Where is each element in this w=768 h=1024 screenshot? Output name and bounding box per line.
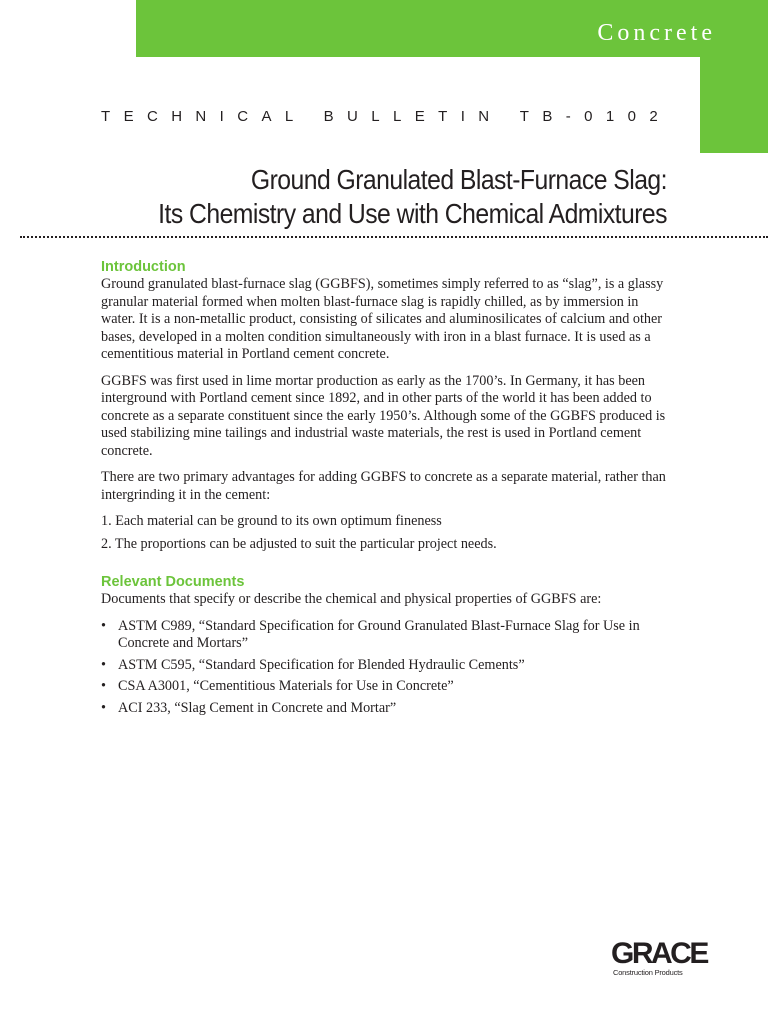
bullet-icon: • xyxy=(101,617,106,634)
advantage-item: 1. Each material can be ground to its own optimum fineness xyxy=(101,513,442,529)
grace-logo xyxy=(611,937,707,977)
category-label: Concrete xyxy=(597,20,716,46)
relevant-documents-heading: Relevant Documents xyxy=(101,574,245,590)
introduction-heading: Introduction xyxy=(101,259,186,275)
advantages-list xyxy=(101,513,666,553)
relevant-documents-intro: Documents that specify or describe the chemical and physical properties of GGBFS are: xyxy=(101,591,602,607)
bulletin-number: TECHNICAL BULLETIN TB-0102 xyxy=(101,108,672,125)
logo-wordmark: GRACE xyxy=(611,937,707,970)
document-list-item xyxy=(101,618,666,653)
document-list-item xyxy=(101,678,666,696)
document-text: ACI 233, “Slag Cement in Concrete and Mortar” xyxy=(118,699,397,716)
relevant-documents-section xyxy=(101,573,666,717)
documents-list xyxy=(101,618,666,718)
document-text: ASTM C595, “Standard Specification for Blended Hydraulic Cements” xyxy=(118,656,525,673)
bullet-icon: • xyxy=(101,678,106,694)
document-title xyxy=(158,163,667,231)
bullet-icon: • xyxy=(101,656,106,673)
title-line-2: Its Chemistry and Use with Chemical Admixtures xyxy=(158,198,667,229)
document-list-item xyxy=(101,657,666,675)
header-green-side-tab xyxy=(700,57,768,153)
bullet-icon: • xyxy=(101,699,106,716)
title-line-1: Ground Granulated Blast-Furnace Slag: xyxy=(250,164,668,195)
dotted-divider xyxy=(20,236,768,238)
logo-subtitle: Construction Products xyxy=(613,968,683,977)
document-list-item xyxy=(101,700,666,718)
introduction-section xyxy=(101,258,666,553)
intro-paragraph-3: There are two primary advantages for adding GGBFS to concrete as a separate material, rather than intergrinding it in the cement: xyxy=(101,469,666,503)
document-text: CSA A3001, “Cementitious Materials for Use in Concrete” xyxy=(118,678,454,694)
intro-paragraph-2: GGBFS was first used in lime mortar production as early as the 1700’s. In Germany, it has been interground with Portland cement since 1892, and in other parts of the world it has been added to concrete as a separate constituent since the early 1950’s. Although some of the GGBFS produced is used stabilizing mine tailings and industrial waste materials, the rest is used in Portland cement concrete. xyxy=(101,372,666,459)
main-content xyxy=(101,258,666,721)
intro-paragraph-1: Ground granulated blast-furnace slag (GGBFS), sometimes simply referred to as “slag”, is a glassy granular material formed when molten blast-furnace slag is rapidly chilled, as by immersion in water. It is a non-metallic product, consisting of silicates and aluminosilicates of calcium and other bases, developed in a molten condition simultaneously with iron in a blast furnace. It is used as a cementitious material in Portland cement concrete. xyxy=(101,276,664,362)
advantage-item: 2. The proportions can be adjusted to suit the particular project needs. xyxy=(101,535,497,552)
document-text: ASTM C989, “Standard Specification for Ground Granulated Blast-Furnace Slag for Use in Concrete and Mortars” xyxy=(118,617,640,651)
